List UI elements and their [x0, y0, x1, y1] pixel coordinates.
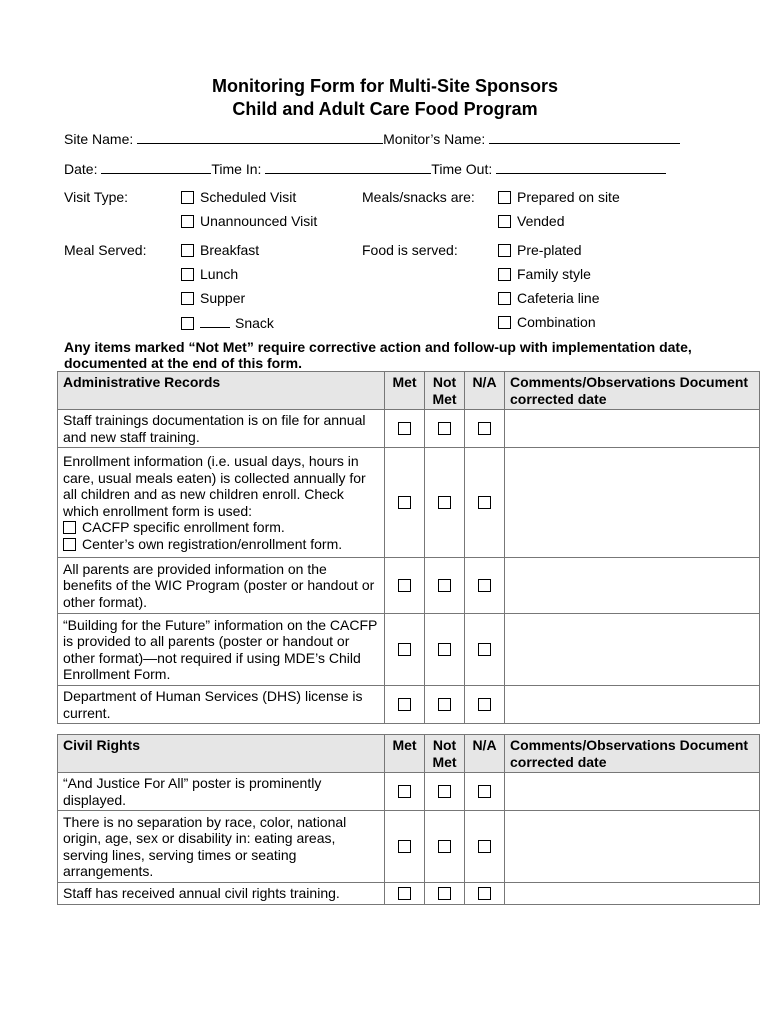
cafeteria-line-option[interactable]	[498, 290, 600, 306]
checkbox[interactable]	[498, 191, 511, 204]
met-cell	[385, 558, 425, 614]
option-label: Prepared on site	[517, 189, 620, 205]
visit-scheduled-option[interactable]	[181, 189, 296, 205]
option-label: Family style	[517, 266, 591, 282]
date-time-row	[64, 160, 666, 177]
lunch-option[interactable]	[181, 266, 238, 282]
form-subtitle: Child and Adult Care Food Program	[232, 99, 538, 119]
option-label: Combination	[517, 314, 596, 330]
civil-rights-header: Civil Rights	[58, 735, 385, 773]
date-field[interactable]	[101, 160, 211, 174]
met-header: Met	[385, 735, 425, 773]
not-met-checkbox[interactable]	[438, 887, 451, 900]
comments-header: Comments/Observations Document corrected date	[505, 372, 760, 410]
option-label: Scheduled Visit	[200, 189, 297, 205]
site-name-field[interactable]	[137, 130, 383, 144]
checkbox[interactable]	[181, 292, 194, 305]
checkbox[interactable]	[498, 215, 511, 228]
snack-count-field[interactable]	[200, 314, 230, 328]
na-cell	[465, 811, 505, 883]
not-met-cell	[425, 558, 465, 614]
na-checkbox[interactable]	[478, 887, 491, 900]
comments-cell[interactable]	[505, 410, 760, 448]
checkbox[interactable]	[498, 316, 511, 329]
not-met-checkbox[interactable]	[438, 643, 451, 656]
not-met-header: Not Met	[425, 372, 465, 410]
date-label: Date:	[64, 161, 98, 177]
met-cell	[385, 614, 425, 686]
not-met-cell	[425, 614, 465, 686]
na-header: N/A	[465, 372, 505, 410]
na-header: N/A	[465, 735, 505, 773]
met-checkbox[interactable]	[398, 840, 411, 853]
form-title: Monitoring Form for Multi-Site Sponsors	[212, 76, 558, 96]
option-label: Supper	[200, 290, 246, 306]
not-met-checkbox[interactable]	[438, 785, 451, 798]
option-label: Breakfast	[200, 242, 260, 258]
checkbox[interactable]	[181, 317, 194, 330]
met-checkbox[interactable]	[398, 579, 411, 592]
supper-option[interactable]	[181, 290, 245, 306]
site-name-label: Site Name:	[64, 131, 134, 147]
na-cell	[465, 410, 505, 448]
vended-option[interactable]	[498, 213, 565, 229]
center-form-option[interactable]	[63, 536, 379, 553]
met-header: Met	[385, 372, 425, 410]
monitor-name-field[interactable]	[489, 130, 680, 144]
option-label: Unannounced Visit	[200, 213, 318, 229]
met-cell	[385, 773, 425, 811]
na-checkbox[interactable]	[478, 496, 491, 509]
not-met-header: Not Met	[425, 735, 465, 773]
not-met-cell	[425, 686, 465, 724]
combination-option[interactable]	[498, 314, 596, 330]
admin-records-table	[57, 371, 760, 724]
na-checkbox[interactable]	[478, 840, 491, 853]
table-header-row	[58, 372, 760, 410]
not-met-notice: Any items marked “Not Met” require corrective action and follow-up with implementation date, documented at the end of this form.	[64, 339, 692, 371]
time-out-field[interactable]	[496, 160, 666, 174]
item-description: Staff has received annual civil rights training.	[58, 883, 385, 905]
cacfp-form-option[interactable]	[63, 519, 379, 536]
met-cell	[385, 448, 425, 558]
na-cell	[465, 773, 505, 811]
comments-cell[interactable]	[505, 558, 760, 614]
not-met-cell	[425, 773, 465, 811]
table-row	[58, 883, 760, 905]
item-description: Staff trainings documentation is on file for annual and new staff training.	[58, 410, 385, 448]
na-checkbox[interactable]	[478, 422, 491, 435]
met-checkbox[interactable]	[398, 785, 411, 798]
item-description: Enrollment information (i.e. usual days, hours in care, usual meals eaten) is collected annually for all children and as new children enroll. Check which enrollment form is used:	[63, 453, 366, 519]
met-cell	[385, 811, 425, 883]
met-cell	[385, 883, 425, 905]
checkbox[interactable]	[498, 244, 511, 257]
comments-cell[interactable]	[505, 686, 760, 724]
prepared-on-site-option[interactable]	[498, 189, 620, 205]
item-description: There is no separation by race, color, national origin, age, sex or disability in: eating areas, serving lines, serving times or seating arrangements.	[58, 811, 385, 883]
item-description: “Building for the Future” information on the CACFP is provided to all parents (poster or handout or other format)—not required if using MDE’s Child Enrollment Form.	[58, 614, 385, 686]
checkbox[interactable]	[498, 268, 511, 281]
item-description: Department of Human Services (DHS) license is current.	[58, 686, 385, 724]
table-row	[58, 614, 760, 686]
comments-header: Comments/Observations Document corrected date	[505, 735, 760, 773]
na-checkbox[interactable]	[478, 643, 491, 656]
option-label: Cafeteria line	[517, 290, 600, 306]
table-row	[58, 558, 760, 614]
option-label: CACFP specific enrollment form.	[82, 519, 285, 535]
met-checkbox[interactable]	[398, 496, 411, 509]
na-cell	[465, 558, 505, 614]
comments-cell[interactable]	[505, 773, 760, 811]
checkbox[interactable]	[63, 538, 76, 551]
food-served-label: Food is served:	[362, 242, 458, 258]
checkbox[interactable]	[498, 292, 511, 305]
not-met-cell	[425, 448, 465, 558]
met-cell	[385, 410, 425, 448]
visit-type-label: Visit Type:	[64, 189, 129, 205]
item-description-cell	[58, 448, 385, 558]
meals-snacks-label: Meals/snacks are:	[362, 189, 475, 205]
na-cell	[465, 614, 505, 686]
na-checkbox[interactable]	[478, 698, 491, 711]
not-met-cell	[425, 883, 465, 905]
checkbox[interactable]	[181, 268, 194, 281]
table-row	[58, 410, 760, 448]
table-row	[58, 448, 760, 558]
met-checkbox[interactable]	[398, 698, 411, 711]
na-checkbox[interactable]	[478, 579, 491, 592]
item-description: “And Justice For All” poster is prominently displayed.	[58, 773, 385, 811]
table-row	[58, 686, 760, 724]
site-name-row	[64, 130, 680, 147]
not-met-checkbox[interactable]	[438, 579, 451, 592]
comments-cell[interactable]	[505, 614, 760, 686]
table-row	[58, 773, 760, 811]
time-in-label: Time In:	[211, 161, 262, 177]
option-label: Center’s own registration/enrollment form.	[82, 535, 343, 552]
option-label: Snack	[235, 315, 274, 331]
family-style-option[interactable]	[498, 266, 591, 282]
not-met-cell	[425, 410, 465, 448]
not-met-checkbox[interactable]	[438, 840, 451, 853]
snack-option[interactable]	[181, 314, 274, 331]
option-label: Vended	[517, 213, 565, 229]
table-row	[58, 811, 760, 883]
time-in-field[interactable]	[265, 160, 431, 174]
option-label: Pre-plated	[517, 242, 582, 258]
na-cell	[465, 686, 505, 724]
comments-cell[interactable]	[505, 883, 760, 905]
not-met-checkbox[interactable]	[438, 422, 451, 435]
checkbox[interactable]	[181, 191, 194, 204]
not-met-checkbox[interactable]	[438, 496, 451, 509]
civil-rights-table	[57, 734, 760, 905]
checkbox[interactable]	[181, 244, 194, 257]
time-out-label: Time Out:	[431, 161, 493, 177]
monitor-name-label: Monitor’s Name:	[383, 131, 486, 147]
option-label: Lunch	[200, 266, 239, 282]
not-met-cell	[425, 811, 465, 883]
met-cell	[385, 686, 425, 724]
pre-plated-option[interactable]	[498, 242, 582, 258]
admin-records-header: Administrative Records	[58, 372, 385, 410]
met-checkbox[interactable]	[398, 643, 411, 656]
na-cell	[465, 883, 505, 905]
met-checkbox[interactable]	[398, 422, 411, 435]
meal-served-label: Meal Served:	[64, 242, 147, 258]
breakfast-option[interactable]	[181, 242, 259, 258]
na-checkbox[interactable]	[478, 785, 491, 798]
visit-unannounced-option[interactable]	[181, 213, 317, 229]
met-checkbox[interactable]	[398, 887, 411, 900]
na-cell	[465, 448, 505, 558]
comments-cell[interactable]	[505, 811, 760, 883]
table-header-row	[58, 735, 760, 773]
comments-cell[interactable]	[505, 448, 760, 558]
checkbox[interactable]	[63, 521, 76, 534]
item-description: All parents are provided information on the benefits of the WIC Program (poster or handout or other format).	[58, 558, 385, 614]
not-met-checkbox[interactable]	[438, 698, 451, 711]
checkbox[interactable]	[181, 215, 194, 228]
